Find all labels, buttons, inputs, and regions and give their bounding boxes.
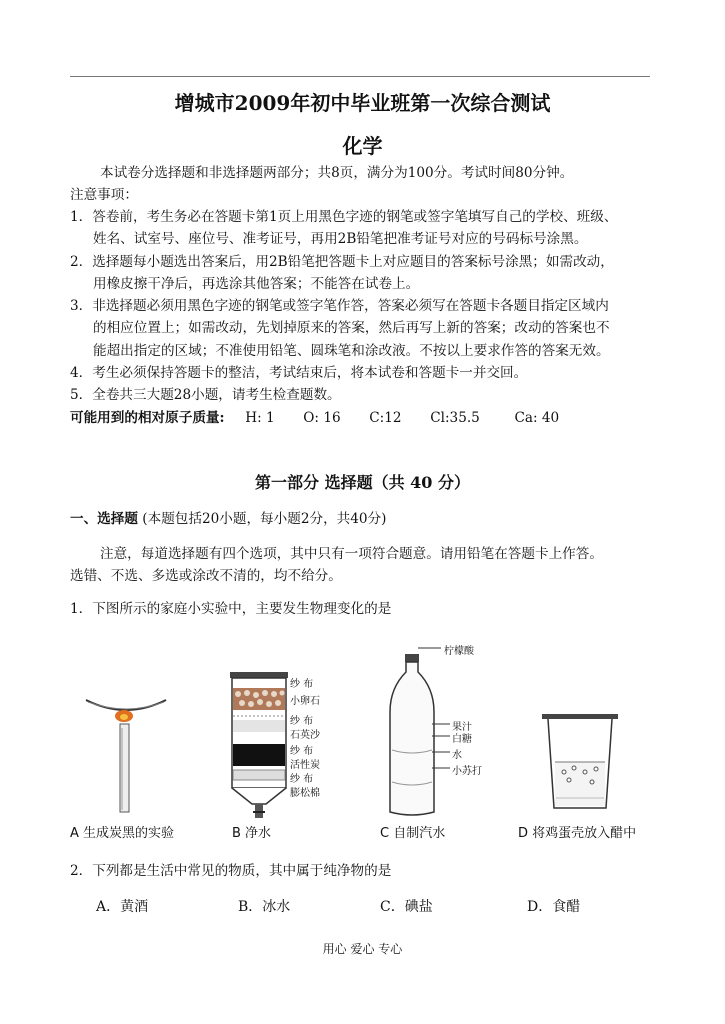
note-4: 4．考生必须保持答题卡的整洁，考试结束后，将本试卷和答题卡一并交回。 — [70, 365, 528, 381]
atomic-mass-row — [70, 409, 559, 427]
filter-label-1: 纱 布 — [290, 679, 314, 690]
note-3-line-2: 的相应位置上；如需改动，先划掉原来的答案，然后再写上新的答案；改动的答案也不 — [93, 320, 610, 336]
bottle-label-juice: 果汁 — [452, 722, 472, 733]
water-filter-illustration — [230, 672, 288, 818]
note-5: 5．全卷共三大题28小题，请考生检查题数。 — [70, 387, 341, 403]
question-1-stem: 1．下图所示的家庭小实验中，主要发生物理变化的是 — [70, 601, 392, 617]
note-1-line-1: 1．答卷前，考生务必在答题卡第1页上用黑色字迹的钢笔或签字笔填写自己的学校、班级、 — [70, 209, 618, 225]
soda-bottle-illustration — [390, 648, 450, 815]
bottle-label-water: 水 — [452, 750, 462, 761]
caption-a: A 生成炭黑的实验 — [70, 826, 175, 841]
notes-heading: 注意事项： — [70, 187, 138, 203]
q2-option-c: C．碘盐 — [380, 899, 433, 915]
atomic-mass-o: O: 16 — [303, 410, 341, 426]
part-desc: (本题包括20小题，每小题2分，共40分) — [142, 511, 387, 527]
atomic-mass-ca: Ca: 40 — [514, 410, 560, 426]
filter-label-7: 纱 布 — [290, 774, 314, 785]
question-2-stem: 2．下列都是生活中常见的物质，其中属于纯净物的是 — [70, 863, 392, 879]
bottle-label-sugar: 白糖 — [452, 734, 472, 745]
header-rule — [70, 76, 650, 77]
instruction-line-2: 选错、不选、多选或涂改不清的，均不给分。 — [70, 568, 342, 584]
question-1-figure — [66, 632, 650, 844]
part-heading — [70, 510, 386, 528]
filter-label-2: 小卵石 — [290, 696, 320, 707]
exam-title: 增城市2009年初中毕业班第一次综合测试 — [174, 91, 551, 115]
note-1-line-2: 姓名、试室号、座位号、准考证号，再用2B铅笔把准考证号对应的号码标号涂黑。 — [93, 231, 588, 247]
note-2-line-2: 用橡皮擦干净后，再选涂其他答案；不能答在试卷上。 — [93, 276, 420, 292]
page-footer: 用心 爱心 专心 — [322, 942, 403, 956]
atomic-mass-c: C:12 — [369, 410, 402, 426]
note-3-line-1: 3．非选择题必须用黑色字迹的钢笔或签字笔作答，答案必须写在答题卡各题目指定区域内 — [70, 298, 609, 314]
atomic-mass-h: H: 1 — [245, 410, 275, 426]
q2-option-b: B．冰水 — [238, 899, 291, 915]
instruction-line-1: 注意，每道选择题有四个选项，其中只有一项符合题意。请用铅笔在答题卡上作答。 — [100, 546, 603, 562]
note-3-line-3: 能超出指定的区域；不准使用铅笔、圆珠笔和涂改液。不按以上要求作答的答案无效。 — [93, 343, 610, 359]
bottle-label-soda: 小苏打 — [452, 766, 482, 777]
bottle-top-label: 柠檬酸 — [444, 646, 474, 657]
experiment-illustrations — [66, 632, 650, 844]
filter-label-5: 纱 布 — [290, 746, 314, 757]
note-2-line-1: 2．选择题每小题选出答案后，用2B铅笔把答题卡上对应题目的答案标号涂黑；如需改动， — [70, 254, 614, 270]
filter-label-4: 石英沙 — [290, 730, 320, 741]
part-label: 一、选择题 — [70, 511, 138, 527]
caption-d: D 将鸡蛋壳放入醋中 — [518, 826, 637, 841]
atomic-mass-cl: Cl:35.5 — [430, 410, 480, 426]
intro-text: 本试卷分选择题和非选择题两部分；共8页，满分为100分。考试时间80分钟。 — [100, 165, 574, 181]
q2-option-a: A．黄酒 — [96, 899, 149, 915]
filter-label-3: 纱 布 — [290, 716, 314, 727]
filter-label-8: 膨松棉 — [290, 788, 320, 799]
filter-label-6: 活性炭 — [290, 760, 320, 771]
q2-option-d: D．食醋 — [527, 899, 581, 915]
subject-title: 化学 — [342, 134, 383, 158]
caption-b: B 净水 — [232, 826, 272, 841]
caption-c: C 自制汽水 — [380, 826, 446, 841]
candle-plate-illustration — [86, 700, 166, 812]
atomic-mass-label: 可能用到的相对原子质量: — [70, 410, 225, 426]
section-heading: 第一部分 选择题（共 40 分） — [255, 473, 470, 492]
vinegar-cup-illustration — [542, 714, 618, 808]
